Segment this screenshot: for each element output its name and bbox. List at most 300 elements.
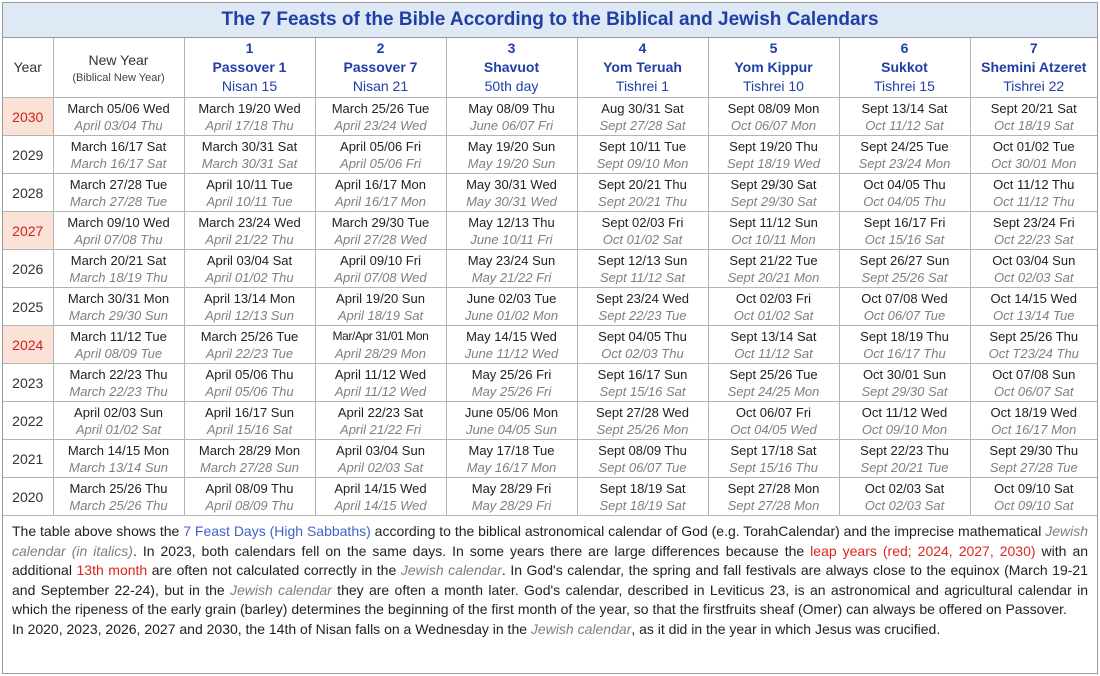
jewish-date: May 28/29 Fri (471, 497, 552, 513)
biblical-date: Sept 29/30 Sat (730, 176, 817, 192)
biblical-date: May 23/24 Sun (467, 252, 556, 268)
feast-number: 7 (1029, 40, 1038, 56)
jewish-date: May 16/17 Mon (466, 459, 557, 475)
feast-date-cell (184, 364, 315, 402)
jewish-date: Sept 22/23 Tue (598, 307, 687, 323)
biblical-date: April 13/14 Mon (203, 290, 296, 306)
feast-date-cell (708, 478, 839, 516)
feast-date-cell (839, 136, 970, 174)
feast-date-cell (315, 402, 446, 440)
feast-date: Nisan 15 (221, 78, 278, 94)
jewish-date: Sept 09/10 Mon (596, 155, 689, 171)
feast-date-cell (970, 402, 1097, 440)
biblical-date: April 02/03 Sun (74, 404, 163, 420)
feast-date-cell (577, 326, 708, 364)
jewish-date: April 11/12 Wed (334, 383, 427, 399)
feast-date-cell (184, 250, 315, 288)
jewish-date: Oct 16/17 Thu (863, 345, 946, 361)
jewish-date: Oct 22/23 Sat (994, 231, 1074, 247)
feast-name: Sukkot (881, 59, 928, 75)
feast-date-cell (184, 478, 315, 516)
feast-date-cell (184, 136, 315, 174)
year-cell: 2028 (3, 174, 53, 212)
feast-header (446, 38, 577, 98)
biblical-date: March 25/26 Tue (200, 328, 299, 344)
biblical-date: Oct 18/19 Wed (990, 404, 1077, 420)
table-row (3, 136, 1097, 174)
feast-date-cell (708, 402, 839, 440)
biblical-date: Sept 11/12 Sun (729, 214, 818, 230)
jewish-date: April 08/09 Thu (205, 497, 294, 513)
feast-date-cell (315, 212, 446, 250)
feast-date-cell (708, 288, 839, 326)
jewish-date: April 05/06 Fri (340, 155, 421, 171)
jewish-calendar-highlight: Jewish calendar (in italics) (12, 523, 1088, 559)
jewish-date: Oct 09/10 Mon (861, 421, 948, 437)
thirteenth-month-highlight: 13th month (76, 562, 148, 578)
biblical-date: Sept 24/25 Tue (860, 138, 949, 154)
biblical-date: Oct 11/12 Thu (993, 176, 1075, 192)
jewish-date: Oct 04/05 Thu (863, 193, 946, 209)
feast-date-cell (577, 174, 708, 212)
biblical-date: Sept 13/14 Sat (861, 100, 948, 116)
feast-date-cell (839, 250, 970, 288)
biblical-date: Oct 03/04 Sun (992, 252, 1076, 268)
biblical-date: March 30/31 Sat (201, 138, 298, 154)
feast-date-cell (970, 174, 1097, 212)
feast-date-cell (446, 288, 577, 326)
jewish-date: April 22/23 Tue (205, 345, 294, 361)
feast-date-cell (315, 98, 446, 136)
biblical-date: Sept 04/05 Thu (598, 328, 687, 344)
biblical-date: Sept 25/26 Thu (989, 328, 1079, 344)
feast-number: 6 (900, 40, 909, 56)
biblical-date: Sept 20/21 Thu (598, 176, 687, 192)
jewish-date: Oct 04/05 Wed (730, 421, 817, 437)
biblical-date: Oct 06/07 Fri (735, 404, 812, 420)
feast-date-cell (577, 250, 708, 288)
biblical-date: March 05/06 Wed (67, 100, 170, 116)
feast-number: 2 (376, 40, 385, 56)
feast-header (970, 38, 1097, 98)
new-year-cell (53, 478, 184, 516)
biblical-date: Sept 23/24 Fri (992, 214, 1075, 230)
jewish-date: May 21/22 Fri (471, 269, 552, 285)
table-row (3, 174, 1097, 212)
biblical-date: Sept 13/14 Sat (730, 328, 817, 344)
feast-number: 4 (638, 40, 647, 56)
feast-date-cell (839, 288, 970, 326)
biblical-date: April 05/06 Thu (205, 366, 294, 382)
biblical-date: Oct 04/05 Thu (863, 176, 946, 192)
feast-header (577, 38, 708, 98)
jewish-date: Sept 29/30 Sat (730, 193, 817, 209)
feast-date-cell (446, 326, 577, 364)
biblical-date: Sept 29/30 Thu (989, 442, 1079, 458)
biblical-date: Sept 08/09 Mon (727, 100, 820, 116)
jewish-date: April 14/15 Wed (334, 497, 427, 513)
feast-date-cell (315, 326, 446, 364)
biblical-date: Sept 10/11 Tue (598, 138, 687, 154)
jewish-date: June 04/05 Sun (465, 421, 558, 437)
jewish-date: April 15/16 Sat (206, 421, 293, 437)
jewish-date: Oct 01/02 Sat (733, 307, 814, 323)
biblical-date: Sept 22/23 Thu (860, 442, 949, 458)
feast-date-cell (970, 478, 1097, 516)
leap-year-cell: 2024 (3, 326, 53, 364)
jewish-date: Oct 30/01 Mon (991, 155, 1077, 171)
feast-name: Passover 1 (212, 59, 287, 75)
jewish-date: Sept 27/28 Sat (599, 117, 686, 133)
biblical-date: April 11/12 Wed (334, 366, 427, 382)
jewish-date: Sept 27/28 Tue (989, 459, 1078, 475)
note-text: The table above shows the (12, 523, 184, 539)
feast-date-cell (577, 212, 708, 250)
biblical-date: March 30/31 Mon (67, 290, 170, 306)
biblical-date: Sept 08/09 Thu (598, 442, 687, 458)
feast-date-cell (708, 326, 839, 364)
jewish-date: Oct T23/24 Thu (988, 345, 1079, 361)
jewish-date: April 05/06 Thu (205, 383, 294, 399)
biblical-date: Sept 27/28 Mon (727, 480, 820, 496)
feast-name: Yom Teruah (603, 59, 682, 75)
biblical-date: Aug 30/31 Sat (601, 100, 684, 116)
feast-name: Yom Kippur (734, 59, 813, 75)
biblical-date: April 08/09 Thu (205, 480, 294, 496)
jewish-date: Sept 20/21 Tue (860, 459, 949, 475)
feast-name: Shavuot (483, 59, 540, 75)
biblical-date: May 28/29 Fri (471, 480, 552, 496)
jewish-date: Sept 15/16 Thu (729, 459, 818, 475)
note-text: with an additional (12, 542, 1089, 578)
jewish-date: April 12/13 Sun (205, 307, 294, 323)
biblical-date: April 19/20 Sun (336, 290, 425, 306)
biblical-date: Mar/Apr 31/01 Mon (332, 328, 429, 343)
feast-date-cell (315, 364, 446, 402)
leap-year-cell: 2027 (3, 212, 53, 250)
biblical-date: March 25/26 Tue (331, 100, 430, 116)
jewish-date: May 30/31 Wed (466, 193, 557, 209)
feast-date-cell (184, 402, 315, 440)
jewish-date: Sept 06/07 Tue (598, 459, 687, 475)
biblical-date: March 16/17 Sat (70, 138, 167, 154)
feast-date-cell (970, 98, 1097, 136)
jewish-date: Sept 29/30 Sat (861, 383, 948, 399)
jewish-date: March 27/28 Sun (199, 459, 299, 475)
feast-date: Tishrei 10 (743, 78, 804, 94)
year-cell: 2021 (3, 440, 53, 478)
biblical-date: April 05/06 Fri (340, 138, 421, 154)
biblical-date: May 19/20 Sun (467, 138, 556, 154)
jewish-date: Sept 20/21 Thu (598, 193, 687, 209)
jewish-date: March 16/17 Sat (70, 155, 167, 171)
biblical-date: March 14/15 Mon (67, 442, 170, 458)
jewish-date: Sept 25/26 Mon (596, 421, 689, 437)
feast-date-cell (446, 98, 577, 136)
feast-date-cell (708, 174, 839, 212)
feast-date-cell (839, 174, 970, 212)
biblical-date: April 14/15 Wed (334, 480, 427, 496)
jewish-date: Sept 25/26 Sat (861, 269, 948, 285)
biblical-date: May 12/13 Thu (468, 214, 555, 230)
note-text: are often not calculated correctly in the (147, 562, 401, 578)
feast-header (708, 38, 839, 98)
feast-date-cell (184, 174, 315, 212)
feast-date-cell (315, 478, 446, 516)
jewish-date: Oct 06/07 Tue (863, 307, 946, 323)
jewish-date: March 18/19 Thu (69, 269, 168, 285)
jewish-date: Oct 10/11 Mon (731, 231, 816, 247)
new-year-cell (53, 250, 184, 288)
feast-date-cell (839, 478, 970, 516)
feast-date-cell (970, 136, 1097, 174)
biblical-date: Sept 21/22 Tue (729, 252, 818, 268)
jewish-date: Oct 06/07 Sat (994, 383, 1074, 399)
biblical-date: March 29/30 Tue (331, 214, 430, 230)
new-year-cell (53, 288, 184, 326)
jewish-date: Oct 02/03 Sat (994, 269, 1074, 285)
explanation-text (3, 516, 1097, 639)
biblical-date: May 17/18 Tue (468, 442, 555, 458)
feast-calendar-figure (2, 2, 1098, 674)
jewish-date: Oct 02/03 Sat (864, 497, 945, 513)
jewish-calendar-highlight: Jewish calendar (400, 562, 502, 578)
feast-date-cell (315, 174, 446, 212)
new-year-cell (53, 174, 184, 212)
jewish-calendar-highlight: Jewish calendar (230, 581, 332, 598)
biblical-date: April 03/04 Sun (336, 442, 425, 458)
table-row (3, 326, 1097, 364)
jewish-date: June 10/11 Fri (470, 231, 553, 247)
table-body (3, 98, 1097, 516)
biblical-date: April 16/17 Mon (334, 176, 427, 192)
biblical-date: March 25/26 Thu (69, 480, 168, 496)
feast-date: Nisan 21 (352, 78, 409, 94)
new-year-cell (53, 402, 184, 440)
jewish-date: April 27/28 Wed (334, 231, 427, 247)
jewish-date: April 10/11 Tue (206, 193, 293, 209)
year-cell: 2023 (3, 364, 53, 402)
biblical-date: May 08/09 Thu (468, 100, 555, 116)
jewish-date: May 19/20 Sun (467, 155, 556, 171)
feast-date-cell (970, 288, 1097, 326)
new-year-cell (53, 440, 184, 478)
jewish-date: April 16/17 Mon (334, 193, 427, 209)
year-cell: 2026 (3, 250, 53, 288)
biblical-date: April 16/17 Sun (205, 404, 294, 420)
feast-date-cell (577, 364, 708, 402)
biblical-date: April 22/23 Sat (337, 404, 424, 420)
biblical-date: Sept 26/27 Sun (859, 252, 950, 268)
jewish-date: Oct 16/17 Mon (991, 421, 1077, 437)
feast-date-cell (446, 364, 577, 402)
feast-date-cell (708, 440, 839, 478)
biblical-date: Oct 09/10 Sat (994, 480, 1074, 496)
jewish-date: Oct 06/07 Mon (730, 117, 817, 133)
biblical-date: Oct 11/12 Wed (861, 404, 948, 420)
biblical-date: March 19/20 Wed (198, 100, 301, 116)
feast-date-cell (315, 136, 446, 174)
jewish-date: Oct 02/03 Thu (601, 345, 684, 361)
note-text: according to the biblical astronomical calendar of God (e.g. TorahCalendar) and the imprecise mathematical (370, 523, 1046, 539)
feast-date: Tishrei 22 (1003, 78, 1065, 94)
jewish-date: April 18/19 Sat (337, 307, 424, 323)
table-row (3, 402, 1097, 440)
jewish-date: April 03/04 Thu (74, 117, 163, 133)
jewish-date: Sept 23/24 Mon (858, 155, 951, 171)
feast-date-cell (970, 326, 1097, 364)
biblical-date: Sept 19/20 Thu (729, 138, 818, 154)
jewish-date: March 27/28 Tue (69, 193, 168, 209)
table-row (3, 250, 1097, 288)
feast-header (839, 38, 970, 98)
new-year-cell (53, 136, 184, 174)
feast-date-cell (839, 98, 970, 136)
feast-date-cell (184, 212, 315, 250)
biblical-date: June 05/06 Mon (464, 404, 559, 420)
feast-date: Tishrei 1 (615, 78, 670, 94)
feast-date-cell (970, 212, 1097, 250)
biblical-date: March 11/12 Tue (70, 328, 167, 344)
feast-date-cell (315, 440, 446, 478)
biblical-date: Sept 16/17 Fri (863, 214, 946, 230)
feast-name: Shemini Atzeret (981, 59, 1087, 75)
jewish-calendar-highlight: Jewish calendar (530, 620, 632, 637)
biblical-date: Sept 23/24 Wed (596, 290, 689, 306)
jewish-date: April 21/22 Fri (340, 421, 421, 437)
biblical-date: Oct 07/08 Wed (861, 290, 948, 306)
feast-date-cell (184, 326, 315, 364)
new-year-header-label: New Year (88, 51, 149, 68)
year-header-label: Year (13, 58, 42, 75)
jewish-date: June 01/02 Mon (464, 307, 559, 323)
new-year-header (53, 38, 184, 98)
header-row (3, 38, 1097, 98)
biblical-date: Oct 02/03 Fri (735, 290, 812, 306)
jewish-date: Oct 01/02 Sat (602, 231, 683, 247)
new-year-header-sub: (Biblical New Year) (72, 71, 165, 84)
feast-date-cell (577, 440, 708, 478)
jewish-date: Oct 09/10 Sat (994, 497, 1074, 513)
jewish-date: April 01/02 Sat (75, 421, 162, 437)
note-text: . In 2023, both calendars fell on the same days. In some years there are large differences because the (132, 542, 811, 559)
jewish-date: Sept 20/21 Mon (727, 269, 820, 285)
new-year-cell (53, 364, 184, 402)
feast-date: Tishrei 15 (874, 78, 935, 94)
jewish-date: March 13/14 Sun (68, 459, 168, 475)
feast-date-cell (577, 98, 708, 136)
jewish-date: Sept 18/19 Wed (727, 155, 820, 171)
jewish-date: April 23/24 Wed (334, 117, 427, 133)
table-row (3, 364, 1097, 402)
jewish-date: Oct 11/12 Sat (734, 345, 813, 361)
biblical-date: Oct 07/08 Sun (992, 366, 1076, 382)
feast-date-cell (970, 440, 1097, 478)
biblical-date: Sept 25/26 Tue (729, 366, 818, 382)
biblical-date: Sept 12/13 Sun (597, 252, 688, 268)
feast-date-cell (446, 402, 577, 440)
feast-date-cell (184, 288, 315, 326)
feast-date-cell (446, 478, 577, 516)
jewish-date: April 08/09 Tue (74, 345, 163, 361)
biblical-date: Oct 30/01 Sun (862, 366, 947, 382)
feast-date-cell (970, 250, 1097, 288)
biblical-date: March 20/21 Sat (70, 252, 167, 268)
jewish-date: April 28/29 Mon (334, 345, 427, 361)
jewish-date: Sept 15/16 Sat (599, 383, 686, 399)
biblical-date: Sept 16/17 Sun (597, 366, 688, 382)
biblical-date: Oct 02/03 Sat (864, 480, 945, 496)
jewish-date: April 21/22 Thu (205, 231, 294, 247)
feast-header (184, 38, 315, 98)
feast-date-cell (708, 136, 839, 174)
biblical-date: Sept 02/03 Fri (601, 214, 684, 230)
feast-days-highlight: 7 Feast Days (High Sabbaths) (183, 523, 371, 539)
jewish-date: April 17/18 Thu (205, 117, 294, 133)
jewish-date: June 06/07 Fri (469, 117, 554, 133)
biblical-date: March 28/29 Mon (198, 442, 301, 458)
jewish-date: Oct 18/19 Sat (994, 117, 1074, 133)
jewish-date: June 11/12 Wed (464, 345, 559, 361)
jewish-date: Oct 11/12 Sat (865, 117, 944, 133)
jewish-date: Sept 18/19 Sat (599, 497, 686, 513)
biblical-date: Oct 14/15 Wed (990, 290, 1077, 306)
feast-date-cell (577, 136, 708, 174)
jewish-date: March 25/26 Thu (69, 497, 168, 513)
feast-date-cell (184, 98, 315, 136)
table-row (3, 98, 1097, 136)
year-cell: 2020 (3, 478, 53, 516)
leap-years-highlight: leap years (red; 2024, 2027, 2030) (810, 542, 1036, 559)
biblical-date: May 25/26 Fri (471, 366, 552, 382)
biblical-date: March 22/23 Thu (69, 366, 168, 382)
feast-number: 1 (245, 40, 254, 56)
jewish-date: Oct 11/12 Thu (993, 193, 1075, 209)
feast-number: 3 (507, 40, 516, 56)
table-row (3, 288, 1097, 326)
feast-number: 5 (769, 40, 778, 56)
feast-date-cell (708, 98, 839, 136)
biblical-date: April 03/04 Sat (206, 252, 293, 268)
table-row (3, 212, 1097, 250)
biblical-date: May 30/31 Wed (466, 176, 557, 192)
feast-date-cell (315, 288, 446, 326)
feast-date-cell (839, 364, 970, 402)
biblical-date: May 14/15 Wed (466, 328, 557, 344)
biblical-date: Oct 01/02 Tue (992, 138, 1075, 154)
feast-date-cell (577, 478, 708, 516)
feast-date-cell (839, 326, 970, 364)
feast-date-cell (446, 212, 577, 250)
biblical-date: Sept 20/21 Sat (990, 100, 1077, 116)
feast-date-cell (839, 212, 970, 250)
biblical-date: June 02/03 Tue (466, 290, 557, 306)
biblical-date: Sept 17/18 Sat (730, 442, 817, 458)
jewish-date: Sept 27/28 Mon (727, 497, 820, 513)
table-row (3, 478, 1097, 516)
feast-date-cell (839, 402, 970, 440)
feast-date-cell (708, 250, 839, 288)
jewish-date: March 30/31 Sat (201, 155, 298, 171)
feast-date-cell (577, 288, 708, 326)
jewish-date: Sept 24/25 Mon (727, 383, 820, 399)
jewish-date: April 07/08 Thu (74, 231, 163, 247)
jewish-date: March 29/30 Sun (68, 307, 168, 323)
feast-date-cell (708, 364, 839, 402)
jewish-date: April 01/02 Thu (205, 269, 294, 285)
feast-date-cell (839, 440, 970, 478)
feast-date-cell (970, 364, 1097, 402)
